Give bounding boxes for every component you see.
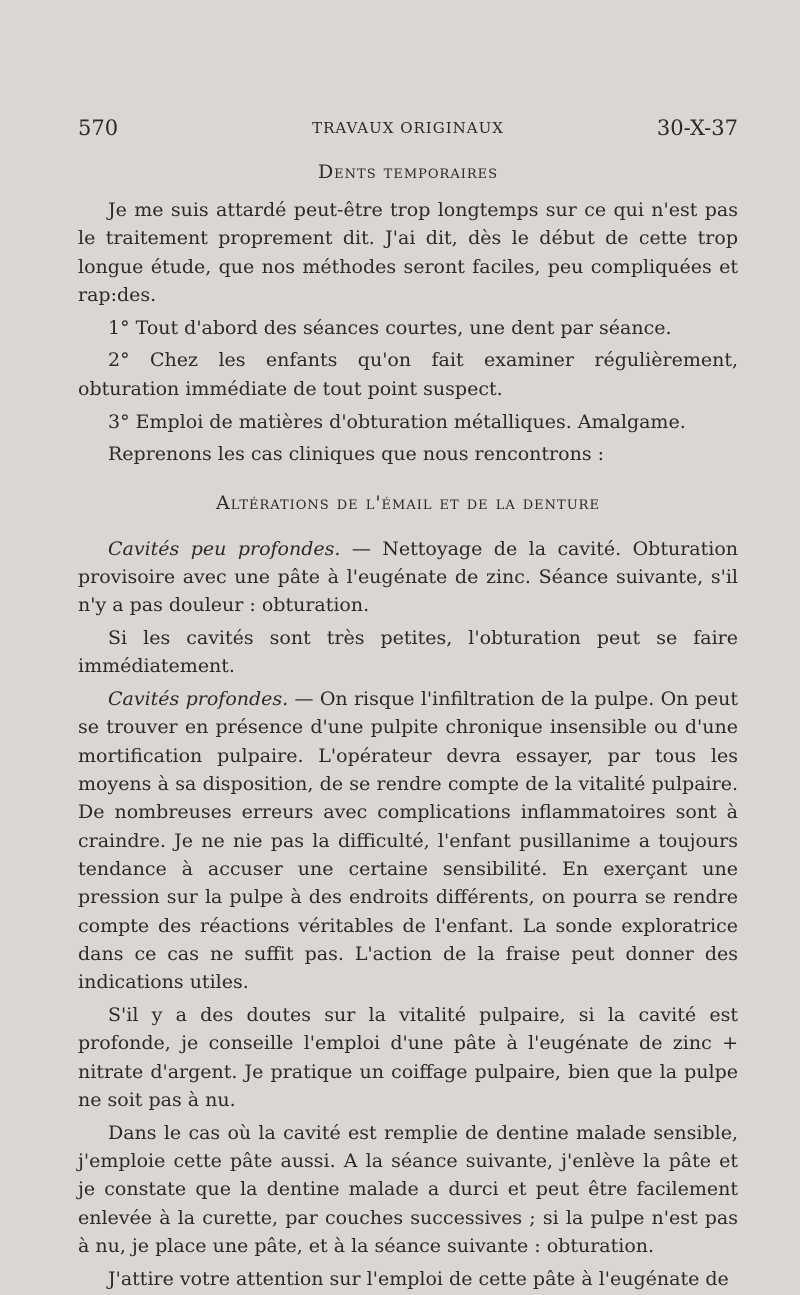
section-heading-alterations: Altérations de l'émail et de la denture <box>216 491 600 514</box>
paragraph: J'attire votre attention sur l'emploi de cette pâte à l'eugénate de <box>108 1267 729 1290</box>
running-title: TRAVAUX ORIGINAUX <box>312 119 504 137</box>
paragraph-cavites-peu-profondes <box>78 535 738 620</box>
page-number: 570 <box>78 116 119 140</box>
paragraph: Si les cavités sont très petites, l'obturation peut se faire immédiatement. <box>78 627 738 678</box>
run-in-heading: Cavités profondes. <box>108 688 289 711</box>
section-heading-dents-temporaires: Dents temporaires <box>317 161 499 183</box>
paragraph: Je me suis attardé peut-être trop longtemps sur ce qui n'est pas le traitement proprement dit. J'ai dit, dès le début de cette trop longue étude, que nos méthodes seront faciles, peu compliquées et rap:des. <box>78 199 738 306</box>
list-item-3: 3° Emploi de matières d'obturation métalliques. Amalgame. <box>108 410 686 433</box>
run-in-heading: Cavités peu profondes. <box>108 537 341 560</box>
paragraph: S'il y a des doutes sur la vitalité pulpaire, si la cavité est profonde, je conseille l'emploi d'une pâte à l'eugénate de zinc + nitrate d'argent. Je pratique un coiffage pulpaire, bien que la pulpe ne soit pas à nu. <box>78 1003 738 1111</box>
paragraph-text: — Nettoyage de la cavité. Obturation provisoire avec une pâte à l'eugénate de zinc. Séance suivante, s'il n'y a pas douleur : obturation. <box>78 537 739 617</box>
paragraph-text: — On risque l'infiltration de la pulpe. On peut se trouver en présence d'une pulpite chronique insensible ou d'une mortification pulpaire. L'opérateur devra essayer, par tous les moyens à sa disposition, de se rendre compte de la vitalité pulpaire. De nombreuses erreurs avec complications inflammatoires sont à craindre. Je ne nie pas la difficulté, l'enfant pusillanime a toujours tendance à accuser une certaine sensibilité. En exerçant une pression sur la pulpe à des endroits différents, on pourra se rendre compte des réactions véritables de l'enfant. La sonde exploratrice dans ce cas ne suffit pas. L'action de la fraise peut donner des indications utiles. <box>78 688 738 994</box>
paragraph: Reprenons les cas cliniques que nous rencontrons : <box>108 443 605 466</box>
running-date: 30-X-37 <box>656 116 738 140</box>
body-text <box>78 158 738 1293</box>
paragraph: Dans le cas où la cavité est remplie de dentine malade sensible, j'emploie cette pâte aussi. A la séance suivante, j'enlève la pâte et je constate que la dentine malade a durci et peut être facilement enlevée à la curette, par couches successives ; si la pulpe n'est pas à nu, je place une pâte, et à la séance suivante : obturation. <box>78 1121 738 1257</box>
paragraph-cavites-profondes <box>78 685 738 996</box>
list-item-1: 1° Tout d'abord des séances courtes, une dent par séance. <box>108 316 672 339</box>
list-item-2: 2° Chez les enfants qu'on fait examiner régulièrement, obturation immédiate de tout point suspect. <box>78 349 738 400</box>
running-head <box>78 116 738 140</box>
